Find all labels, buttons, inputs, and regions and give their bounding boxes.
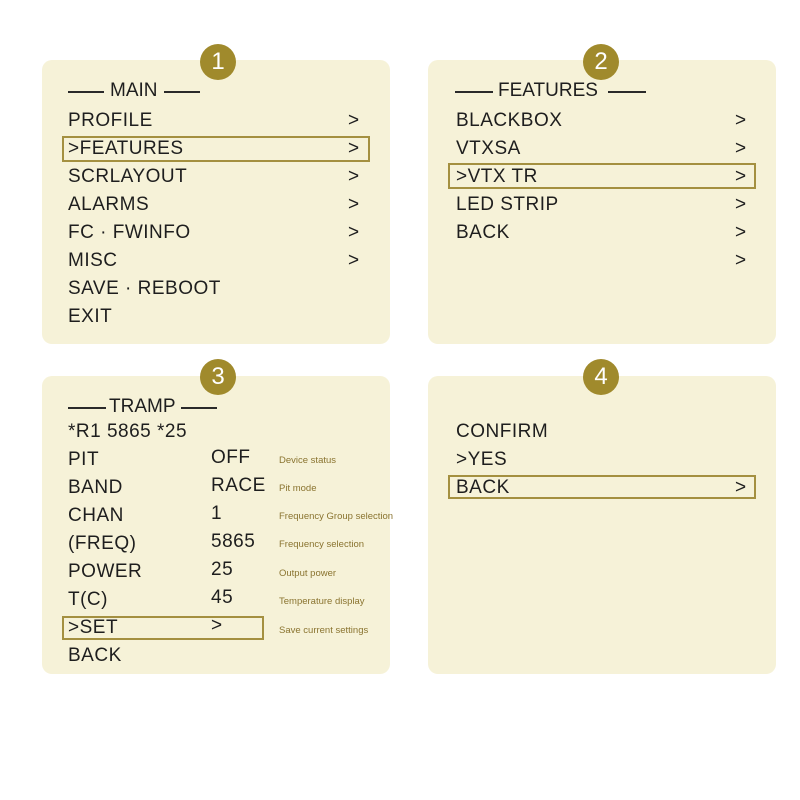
setting-description: Temperature display xyxy=(279,596,365,607)
step-badge-2: 2 xyxy=(583,44,619,80)
submenu-arrow-icon: > xyxy=(735,222,747,243)
setting-label-chan: CHAN xyxy=(68,505,124,526)
menu-item-set[interactable]: >SET xyxy=(68,617,119,638)
setting-label-power: POWER xyxy=(68,561,143,582)
menu-item-vtxsa[interactable]: VTXSA xyxy=(456,138,521,159)
menu-item-save-reboot[interactable]: SAVE · REBOOT xyxy=(68,278,221,299)
step-badge-4: 4 xyxy=(583,359,619,395)
menu-item-back[interactable]: BACK xyxy=(68,645,122,666)
menu-item-exit[interactable]: EXIT xyxy=(68,306,113,327)
submenu-arrow-icon: > xyxy=(735,477,747,498)
title-rule-left xyxy=(455,91,493,93)
menu-item-vtx-tr[interactable]: >VTX TR xyxy=(456,166,538,187)
setting-description: Frequency selection xyxy=(279,539,365,550)
submenu-arrow-icon: > xyxy=(348,250,360,271)
menu-item-misc[interactable]: MISC xyxy=(68,250,118,271)
menu-item-confirm: CONFIRM xyxy=(456,421,549,442)
submenu-arrow-icon: > xyxy=(735,194,747,215)
title-rule-right xyxy=(608,91,646,93)
vtx-status-line: *R1 5865 *25 xyxy=(68,421,188,442)
step-badge-1: 1 xyxy=(200,44,236,80)
menu-item-back[interactable]: BACK xyxy=(456,222,510,243)
submenu-arrow-icon: > xyxy=(348,166,360,187)
main-menu-title: MAIN xyxy=(110,80,158,101)
submenu-arrow-icon: > xyxy=(735,110,747,131)
submenu-arrow-icon: > xyxy=(735,250,747,271)
submenu-arrow-icon: > xyxy=(348,138,360,159)
setting-value-freq[interactable]: 5865 xyxy=(211,531,256,552)
setting-value-pit[interactable]: OFF xyxy=(211,447,251,468)
setting-label-band: BAND xyxy=(68,477,123,498)
setting-label-pit: PIT xyxy=(68,449,100,470)
menu-item-scrlayout[interactable]: SCRLAYOUT xyxy=(68,166,188,187)
setting-value-chan[interactable]: 1 xyxy=(211,503,223,524)
title-rule-right xyxy=(164,91,200,93)
setting-description: Pit mode xyxy=(279,483,317,494)
features-menu-title: FEATURES xyxy=(498,80,598,101)
menu-item-alarms[interactable]: ALARMS xyxy=(68,194,150,215)
submenu-arrow-icon: > xyxy=(735,166,747,187)
menu-item-led-strip[interactable]: LED STRIP xyxy=(456,194,559,215)
setting-label-freq: (FREQ) xyxy=(68,533,137,554)
title-rule-right xyxy=(181,407,217,409)
menu-item-features[interactable]: >FEATURES xyxy=(68,138,184,159)
setting-value-power[interactable]: 25 xyxy=(211,559,234,580)
setting-description: Device status xyxy=(279,455,337,466)
submenu-arrow-icon: > xyxy=(348,194,360,215)
setting-value-band[interactable]: RACE xyxy=(211,475,266,496)
menu-item-fc-fwinfo[interactable]: FC · FWINFO xyxy=(68,222,191,243)
setting-description: Frequency Group selection xyxy=(279,511,394,522)
setting-description: Output power xyxy=(279,568,337,579)
submenu-arrow-icon: > xyxy=(348,110,360,131)
menu-item-yes[interactable]: >YES xyxy=(456,449,508,470)
menu-item-back[interactable]: BACK xyxy=(456,477,510,498)
setting-description: Save current settings xyxy=(279,625,369,636)
setting-label-temperature: T(C) xyxy=(68,589,108,610)
step-badge-3: 3 xyxy=(200,359,236,395)
title-rule-left xyxy=(68,91,104,93)
menu-item-blackbox[interactable]: BLACKBOX xyxy=(456,110,563,131)
setting-value-temperature: 45 xyxy=(211,587,234,608)
menu-item-profile[interactable]: PROFILE xyxy=(68,110,153,131)
submenu-arrow-icon: > xyxy=(735,138,747,159)
submenu-arrow-icon: > xyxy=(348,222,360,243)
title-rule-left xyxy=(68,407,106,409)
tramp-menu-title: TRAMP xyxy=(109,396,176,417)
submenu-arrow-icon: > xyxy=(211,615,223,636)
